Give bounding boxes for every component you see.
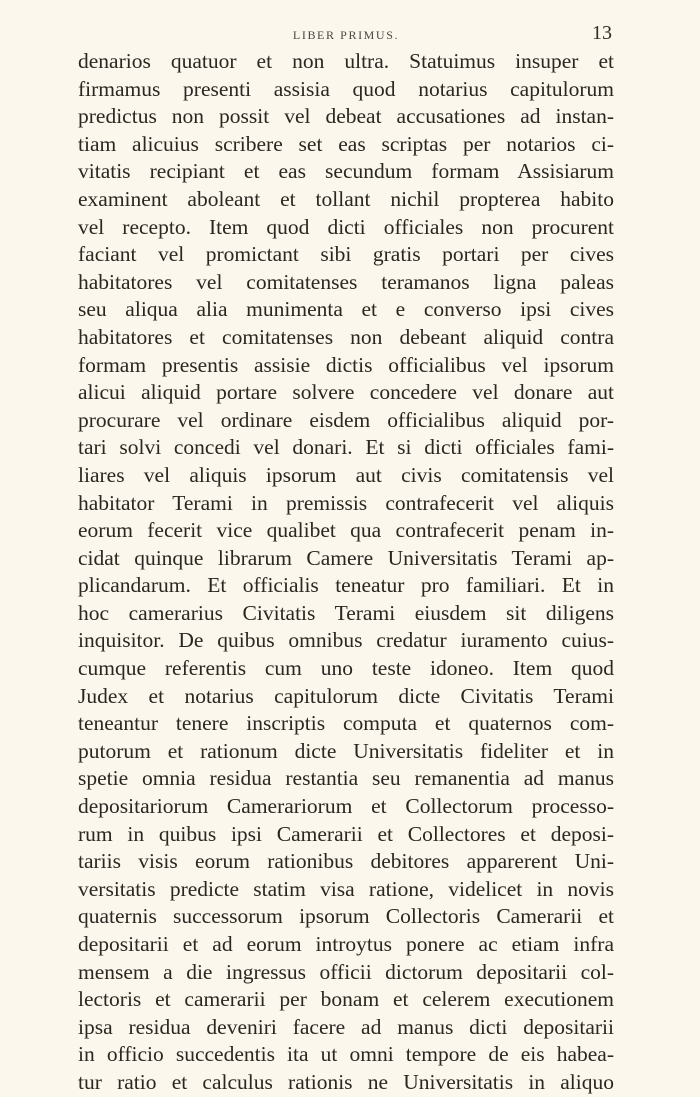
running-head — [78, 22, 614, 46]
text-line-35: lectoris et camerarii per bonam et celerem executionem — [78, 987, 614, 1012]
text-line-33: depositarii et ad eorum introytus ponere ac etiam infra — [78, 932, 614, 956]
text-line-23: cumque referentis cum uno teste idoneo. Item quod — [78, 656, 614, 681]
text-line-2: firmamus presenti assisia quod notarius capitulorum — [78, 76, 614, 101]
text-line-5: vitatis recipiant et eas secundum formam Assisiarum — [78, 159, 614, 184]
text-line-34: mensem a die ingressus officii dictorum depositarii col- — [78, 959, 614, 984]
text-line-9: habitatores vel comitatenses teramanos ligna paleas — [78, 269, 614, 294]
text-line-14: procurare vel ordinare eisdem officialibus aliquid por- — [78, 407, 614, 432]
text-line-18: eorum fecerit vice qualibet qua contrafecerit penam in- — [78, 518, 614, 543]
text-line-28: depositariorum Camerariorum et Collectorum processo- — [78, 794, 614, 819]
text-line-20: plicandarum. Et officialis teneatur pro familiari. Et in — [78, 573, 614, 598]
text-line-36: ipsa residua deveniri facere ad manus dicti depositarii — [78, 1014, 614, 1039]
body-text — [78, 48, 614, 1097]
text-line-32: quaternis successorum ipsorum Collectoris Camerarii et — [78, 904, 614, 929]
text-line-11: habitatores et comitatenses non debeant aliquid contra — [78, 324, 614, 349]
text-line-12: formam presentis assisie dictis officialibus vel ipsorum — [78, 352, 614, 377]
text-line-15: tari solvi concedi vel donari. Et si dicti officiales fami- — [78, 435, 614, 460]
page-number: 13 — [592, 22, 612, 44]
text-line-6: examinent aboleant et tollant nichil propterea habito — [78, 186, 614, 211]
text-line-1: denarios quatuor et non ultra. Statuimus insuper et — [78, 49, 614, 73]
text-line-3: predictus non possit vel debeat accusationes ad instan- — [78, 104, 614, 129]
text-line-31: versitatis predicte statim visa ratione, videlicet in novis — [78, 876, 614, 901]
text-line-22: inquisitor. De quibus omnibus credatur iuramento cuius- — [78, 628, 614, 653]
text-line-24: Judex et notarius capitulorum dicte Civitatis Terami — [78, 683, 614, 708]
text-line-7: vel recepto. Item quod dicti officiales non procurent — [78, 214, 614, 239]
running-title: LIBER PRIMUS. — [292, 28, 400, 42]
text-line-21: hoc camerarius Civitatis Terami eiusdem sit diligens — [78, 600, 614, 625]
text-line-17: habitator Terami in premissis contrafecerit vel aliquis — [78, 490, 614, 515]
text-line-19: cidat quinque librarum Camere Universitatis Terami ap- — [78, 545, 614, 570]
text-line-30: tariis visis eorum rationibus debitores apparerent Uni- — [78, 849, 614, 874]
text-line-4: tiam alicuius scribere set eas scriptas per notarios ci- — [78, 131, 614, 156]
text-line-26: putorum et rationum dicte Universitatis fideliter et in — [78, 738, 614, 763]
text-line-8: faciant vel promictant sibi gratis portari per cives — [78, 242, 614, 267]
text-line-38: tur ratio et calculus rationis ne Universitatis in aliquo — [78, 1069, 614, 1094]
text-line-37: in officio succedentis ita ut omni tempore de eis habea- — [78, 1042, 614, 1067]
text-line-16: liares vel aliquis ipsorum aut civis comitatensis vel — [78, 462, 614, 487]
text-line-29: rum in quibus ipsi Camerarii et Collectores et deposi- — [78, 821, 614, 846]
text-line-25: teneantur tenere inscriptis computa et quaternos com- — [78, 711, 614, 736]
text-line-13: alicui aliquid portare solvere concedere vel donare aut — [78, 380, 614, 405]
text-line-27: spetie omnia residua restantia seu remanentia ad manus — [78, 766, 614, 791]
text-line-10: seu aliqua alia munimenta et e converso ipsi cives — [78, 297, 614, 322]
